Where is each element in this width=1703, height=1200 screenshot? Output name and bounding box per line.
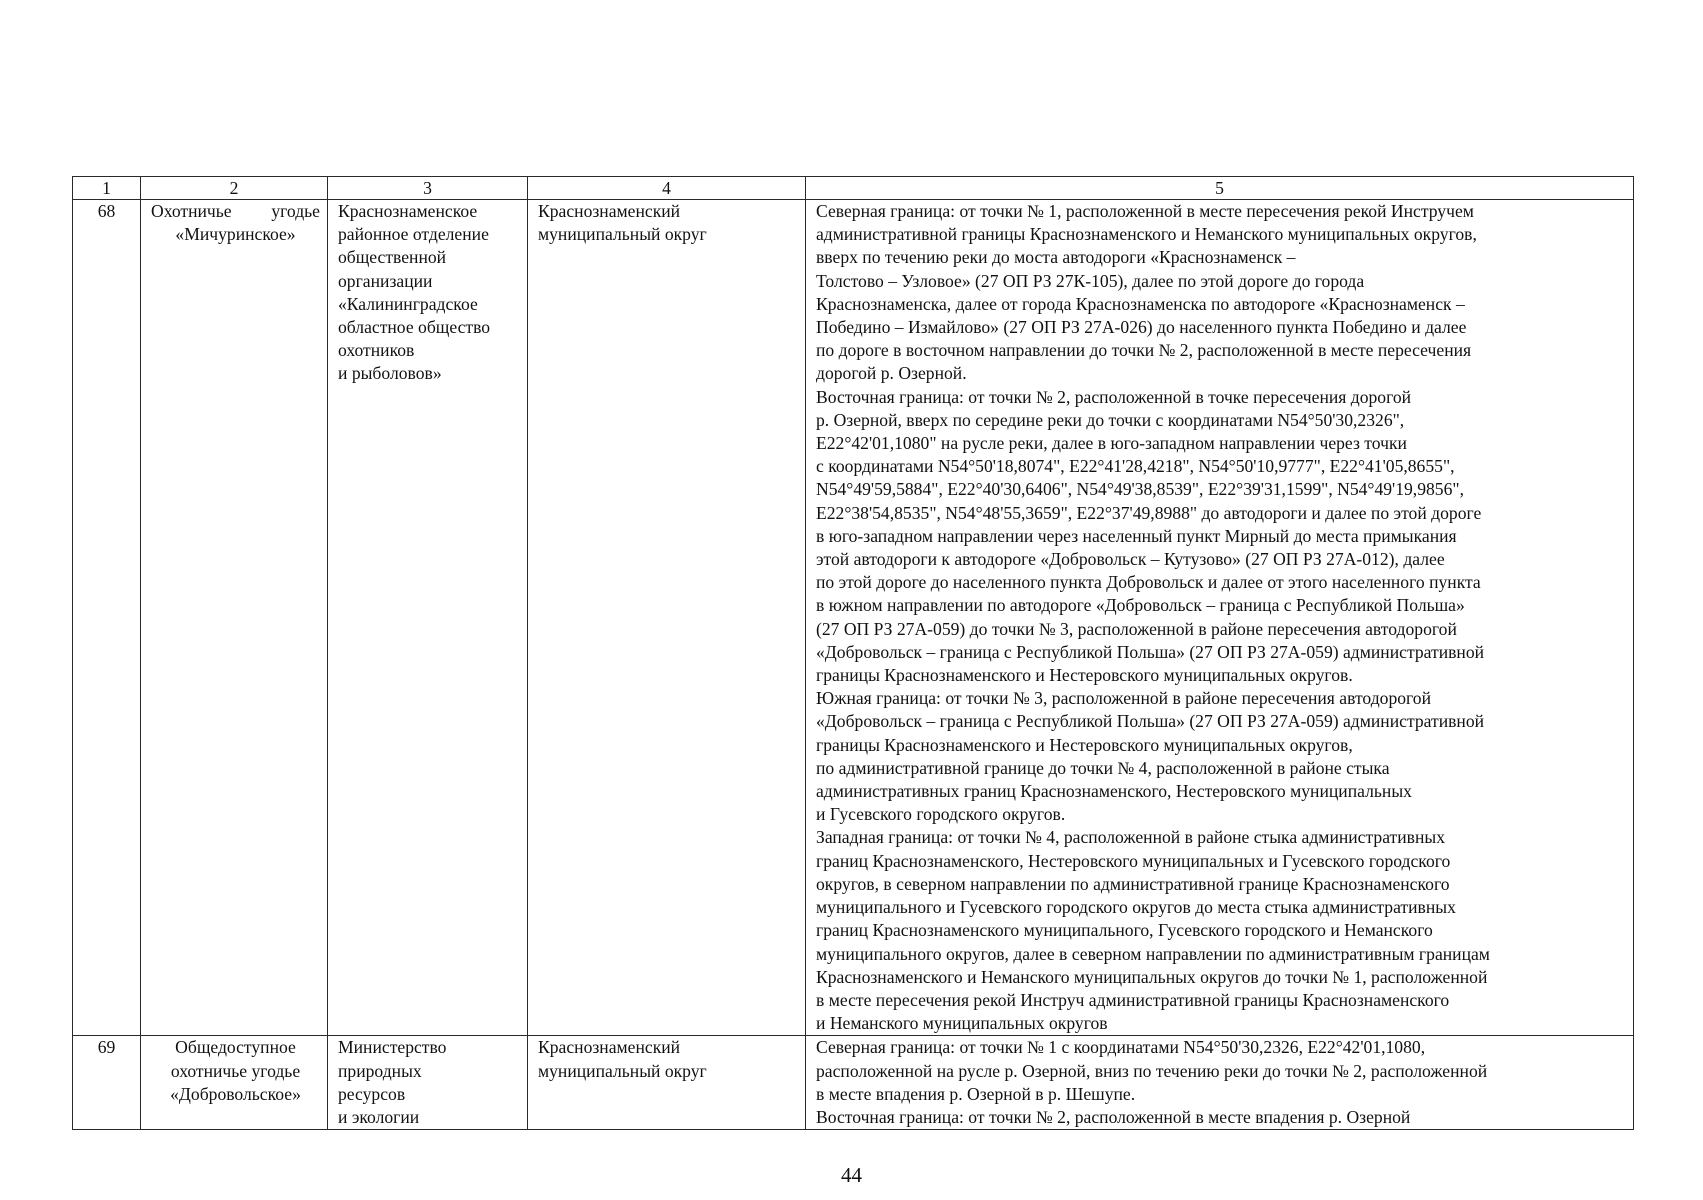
boundary-line: этой автодороги к автодороге «Добровольск – Кутузово» (27 ОП РЗ 27А-012), далее [816, 549, 1445, 570]
header-cell-4: 4 [528, 177, 806, 200]
boundary-line: Западная граница: от точки № 4, расположенной в районе стыка административных [816, 827, 1445, 848]
boundary-line: расположенной на русле р. Озерной, вниз по течению реки до точки № 2, расположенной [816, 1060, 1488, 1081]
boundary-line: (27 ОП РЗ 27А-059) до точки № 3, расположенной в районе пересечения автодорогой [816, 618, 1457, 639]
boundary-line: границ Краснознаменского, Нестеровского муниципальных и Гусевского городского [816, 850, 1451, 871]
boundary-line: в месте пересечения рекой Инструч административной границы Краснознаменского [816, 989, 1450, 1010]
boundary-line: административной границы Краснознаменского и Неманского муниципальных округов, [816, 224, 1477, 245]
organization-line: и экологии [338, 1106, 420, 1127]
boundary-description-cell [806, 200, 1634, 1036]
organization-line: общественной [338, 247, 447, 268]
organization-line: ресурсов [338, 1083, 406, 1104]
boundary-line: Южная граница: от точки № 3, расположенной в районе пересечения автодорогой [816, 688, 1432, 709]
hunting-ground-name-line: Охотничье угодье [151, 201, 320, 221]
boundary-line: дорогой р. Озерной. [816, 363, 967, 384]
boundary-line: муниципального округов, далее в северном направлении по административным границам [816, 943, 1490, 964]
boundary-line: Восточная граница: от точки № 2, расположенной в точке пересечения дорогой [816, 386, 1412, 407]
boundary-line: с координатами N54°50'18,8074", E22°41'28,4218", N54°50'10,9777", E22°41'05,8655", [816, 456, 1455, 477]
organization-cell [328, 1036, 528, 1130]
row-number-cell: 68 [73, 200, 141, 1036]
organization-line: охотников [338, 340, 415, 361]
boundary-line: вверх по течению реки до моста автодороги «Краснознаменск – [816, 247, 1296, 268]
hunting-ground-name-line: Общедоступное [175, 1037, 296, 1058]
organization-cell [328, 200, 528, 1036]
boundary-line: в юго-западном направлении через населенный пункт Мирный до места примыкания [816, 525, 1457, 546]
boundary-line: Победино – Измайлово» (27 ОП РЗ 27А-026) до населенного пункта Победино и далее [816, 317, 1467, 338]
organization-line: Министерство [338, 1037, 447, 1058]
district-line: Краснознаменский [538, 201, 681, 221]
table-row [73, 200, 1634, 1036]
district-line: муниципальный округ [538, 224, 707, 245]
hunting-ground-name-cell [141, 1036, 328, 1130]
district-cell [528, 200, 806, 1036]
header-row [73, 177, 1634, 200]
boundary-line: «Добровольск – граница с Республикой Польша» (27 ОП РЗ 27А-059) административной [816, 641, 1485, 662]
boundary-line: административных границ Краснознаменского, Нестеровского муниципальных [816, 781, 1412, 802]
organization-line: «Калининградское [338, 293, 478, 314]
district-line: Краснознаменский [538, 1037, 681, 1058]
hunting-ground-name-line: «Добровольское» [170, 1083, 301, 1104]
boundary-line: Северная граница: от точки № 1 с координатами N54°50'30,2326, E22°42'01,1080, [816, 1037, 1426, 1058]
boundary-line: р. Озерной, вверх по середине реки до точки с координатами N54°50'30,2326", [816, 409, 1405, 430]
boundaries-table [72, 176, 1634, 1130]
organization-line: природных [338, 1060, 422, 1081]
boundary-line: и Гусевского городского округов. [816, 804, 1066, 825]
hunting-ground-name-cell [141, 200, 328, 1036]
boundary-line: в месте впадения р. Озерной в р. Шешупе. [816, 1083, 1136, 1104]
table-body [73, 177, 1634, 1130]
header-cell-3: 3 [328, 177, 528, 200]
organization-line: и рыболовов» [338, 363, 442, 384]
organization-line: районное отделение [338, 224, 489, 245]
boundary-line: по этой дороге до населенного пункта Добровольск и далее от этого населенного пункта [816, 572, 1481, 593]
header-cell-2: 2 [141, 177, 328, 200]
organization-line: организации [338, 270, 433, 291]
row-number-cell: 69 [73, 1036, 141, 1130]
boundary-line: округов, в северном направлении по административной границе Краснознаменского [816, 873, 1450, 894]
table-row [73, 1036, 1634, 1130]
boundary-line: по административной границе до точки № 4, расположенной в районе стыка [816, 757, 1390, 778]
header-cell-1: 1 [73, 177, 141, 200]
organization-line: областное общество [338, 317, 491, 338]
boundary-line: в южном направлении по автодороге «Добровольск – граница с Республикой Польша» [816, 595, 1465, 616]
district-cell [528, 1036, 806, 1130]
boundary-line: Толстово – Узловое» (27 ОП РЗ 27К-105), далее по этой дороге до города [816, 270, 1365, 291]
boundary-line: «Добровольск – граница с Республикой Польша» (27 ОП РЗ 27А-059) административной [816, 711, 1485, 732]
boundary-line: муниципального и Гусевского городского округов до места стыка административных [816, 897, 1456, 918]
boundary-line: Краснознаменска, далее от города Краснознаменска по автодороге «Краснознаменск – [816, 293, 1465, 314]
boundary-line: E22°38'54,8535", N54°48'55,3659", E22°37'49,8988" до автодороги и далее по этой дороге [816, 502, 1482, 523]
boundary-line: границы Краснознаменского и Нестеровского муниципальных округов. [816, 665, 1353, 686]
page-number: 44 [841, 1163, 862, 1187]
organization-line: Краснознаменское [338, 201, 478, 221]
boundary-description-cell [806, 1036, 1634, 1130]
boundary-line: и Неманского муниципальных округов [816, 1013, 1108, 1034]
district-line: муниципальный округ [538, 1060, 707, 1081]
boundary-line: N54°49'59,5884", E22°40'30,6406", N54°49'38,8539", E22°39'31,1599", N54°49'19,9856", [816, 479, 1464, 500]
boundary-line: Краснознаменского и Неманского муниципальных округов до точки № 1, расположенной [816, 966, 1488, 987]
boundary-line: Восточная граница: от точки № 2, расположенной в месте впадения р. Озерной [816, 1106, 1411, 1127]
boundary-line: границы Краснознаменского и Нестеровского муниципальных округов, [816, 734, 1353, 755]
header-cell-5: 5 [806, 177, 1634, 200]
boundary-line: по дороге в восточном направлении до точки № 2, расположенной в месте пересечения [816, 340, 1472, 361]
hunting-ground-name-line: охотничье угодье [170, 1060, 301, 1081]
boundary-line: Северная граница: от точки № 1, расположенной в месте пересечения рекой Инстручем [816, 201, 1474, 221]
hunting-ground-name-line: «Мичуринское» [175, 224, 296, 245]
boundary-line: E22°42'01,1080" на русле реки, далее в юго-западном направлении через точки [816, 433, 1407, 454]
boundary-line: границ Краснознаменского муниципального, Гусевского городского и Неманского [816, 920, 1433, 941]
